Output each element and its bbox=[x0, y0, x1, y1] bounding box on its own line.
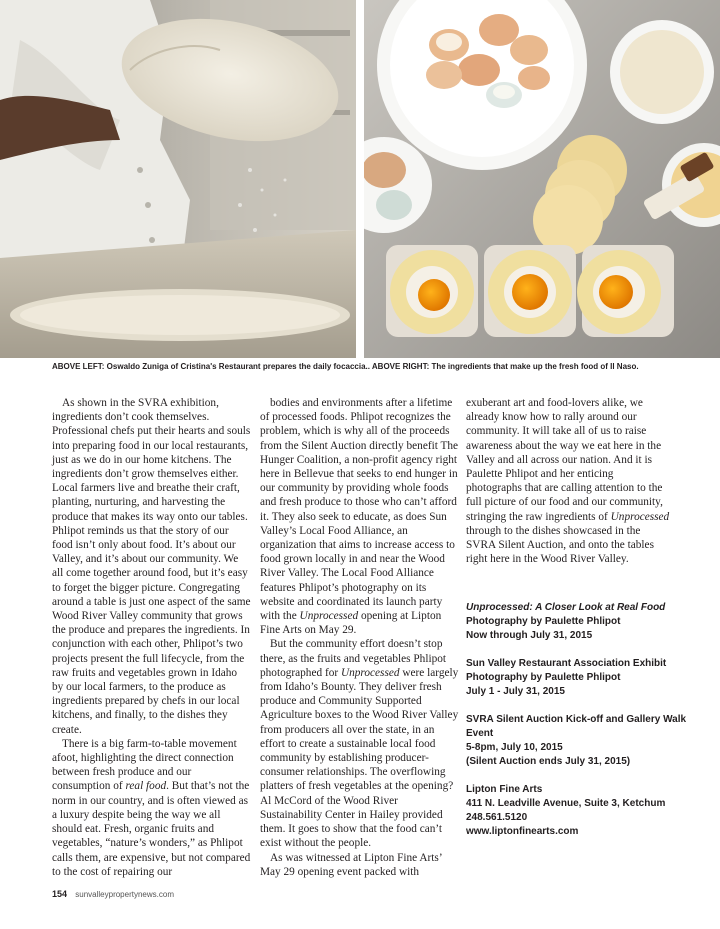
event-detail[interactable]: www.liptonfinearts.com bbox=[466, 826, 579, 837]
emphasis-text: Unprocessed bbox=[340, 666, 400, 679]
chef-dough-illustration bbox=[0, 0, 356, 358]
paragraph-text: were largely from Idaho’s Bounty. They deliver fresh produce and Community Supported Agriculture boxes to the Wood River Valley from producers all over the state, in an effort to create a sustainable local food community by establishing producer-consumer relationships. The overflowing platters of fresh vegetables at the opening? Al McCord of the Wood River Sustainability Center in Hailey provided them. It goes to show that the food can’t exist without the people. bbox=[260, 666, 459, 850]
event-detail: 248.561.5120 bbox=[466, 812, 528, 823]
article-column-2 bbox=[260, 396, 460, 879]
footer-url: sunvalleypropertynews.com bbox=[75, 890, 174, 899]
event-title: Unprocessed: A Closer Look at Real Food bbox=[466, 602, 666, 613]
emphasis-text: Unprocessed bbox=[610, 510, 670, 523]
photo-ingredients bbox=[364, 0, 720, 358]
event-detail: Now through July 31, 2015 bbox=[466, 630, 593, 641]
event-detail: Event bbox=[466, 728, 494, 739]
event-item bbox=[466, 601, 676, 643]
paragraph: As shown in the SVRA exhibition, ingredients don’t cook themselves. Professional chefs put their hearts and souls into preparing food in our local restaurants, just as we do in our home kitchens. The ingredients don’t grow themselves either. Local farmers live and breathe their craft, planting, nurturing, and harvesting the produce that makes its way onto our tables. Phlipot reminds us that the story of our food isn’t only about food. It’s about our Valley, and it’s about our community. We all come together around food, but it’s easy to forget the bigger picture. Congregating around a table is just one aspect of the same Wood River Valley community that grows the produce and prepares the ingredients. In conjunction with each other, Phlipot’s two projects present the full lifecycle, from the raw fruits and vegetables grown in Idaho by our local farmers, to the produce as ingredients prepared by chefs in our local kitchens, and finally, to the dishes they create. bbox=[52, 397, 251, 736]
emphasis-text: Unprocessed bbox=[299, 610, 359, 623]
photo-caption: ABOVE LEFT: Oswaldo Zuniga of Cristina's Restaurant prepares the daily focaccia.. ABOVE RIGHT: The ingredients that make up the fresh food of Il Naso. bbox=[52, 362, 639, 371]
event-detail: July 1 - July 31, 2015 bbox=[466, 686, 565, 697]
event-detail: Photography by Paulette Phlipot bbox=[466, 616, 621, 627]
paragraph-text: through to the dishes showcased in the SVRA Silent Auction, and onto the tables right here in the Wood River Valley. bbox=[466, 524, 654, 566]
article-column-1 bbox=[52, 396, 251, 879]
paragraph bbox=[260, 637, 460, 850]
event-title: SVRA Silent Auction Kick-off and Gallery Walk bbox=[466, 714, 687, 725]
paragraph-text: But the community effort doesn’t stop there, as the fruits and vegetables Phlipot photographed for bbox=[260, 638, 447, 679]
ingredients-illustration bbox=[364, 0, 720, 358]
paragraph-text: exuberant art and food-lovers alike, we already know how to rally around our community. It will take all of us to raise awareness about the way we eat here in the Valley and all across our nation. And it is Paulette Phlipot and her enticing photographs that are calling attention to the full picture of our food and our community, stringing the raw ingredients of bbox=[466, 397, 663, 523]
paragraph-text: . But that’s not the norm in our country, and is often viewed as a luxury despite being the way we all should eat. Fresh, organic fruits and vegetables, “nature’s wonders,” as Phlipot calls them, are expensive, but not compared to the cost of repairing our bbox=[52, 780, 251, 878]
paragraph bbox=[260, 396, 460, 637]
article-column-3 bbox=[466, 396, 672, 566]
photo-chef-tossing-dough bbox=[0, 0, 356, 358]
page-footer bbox=[52, 889, 174, 899]
event-item bbox=[466, 657, 676, 699]
event-item bbox=[466, 783, 676, 839]
paragraph bbox=[466, 396, 672, 566]
page-number: 154 bbox=[52, 889, 68, 899]
event-title: Sun Valley Restaurant Association Exhibit bbox=[466, 658, 667, 669]
ravioli-yolks bbox=[386, 245, 674, 337]
paragraph-text: opening at Lipton Fine Arts on May 29. bbox=[260, 610, 442, 637]
event-detail: 5-8pm, July 10, 2015 bbox=[466, 742, 563, 753]
event-title: Lipton Fine Arts bbox=[466, 784, 543, 795]
event-detail: (Silent Auction ends July 31, 2015) bbox=[466, 756, 631, 767]
event-item bbox=[466, 713, 687, 769]
event-detail: Photography by Paulette Phlipot bbox=[466, 672, 621, 683]
paragraph bbox=[52, 737, 251, 879]
paragraph-text: bodies and environments after a lifetime of processed foods. Phlipot recognizes the problem, which is why all of the proceeds from the Silent Auction directly benefit The Hunger Coalition, a non-profit agency right here in Bellevue that seeks to end hunger in our community by providing whole foods and fresh produce to those who can’t afford it. They also seek to educate, as does Sun Valley’s Local Food Alliance, an organization that aims to increase access to food grown locally in and near the Wood River Valley. The Local Food Alliance features Phlipot’s photography on its website and coordinated its launch party with the bbox=[260, 397, 459, 623]
event-listings bbox=[466, 601, 687, 853]
emphasis-text: real food bbox=[125, 780, 167, 793]
event-detail: 411 N. Leadville Avenue, Suite 3, Ketchum bbox=[466, 798, 666, 809]
paragraph-text: There is a big farm-to-table movement afoot, highlighting the direct connection between fresh produce and our consumption of bbox=[52, 737, 237, 793]
paragraph: As was witnessed at Lipton Fine Arts’ May 29 opening event packed with bbox=[260, 851, 442, 878]
